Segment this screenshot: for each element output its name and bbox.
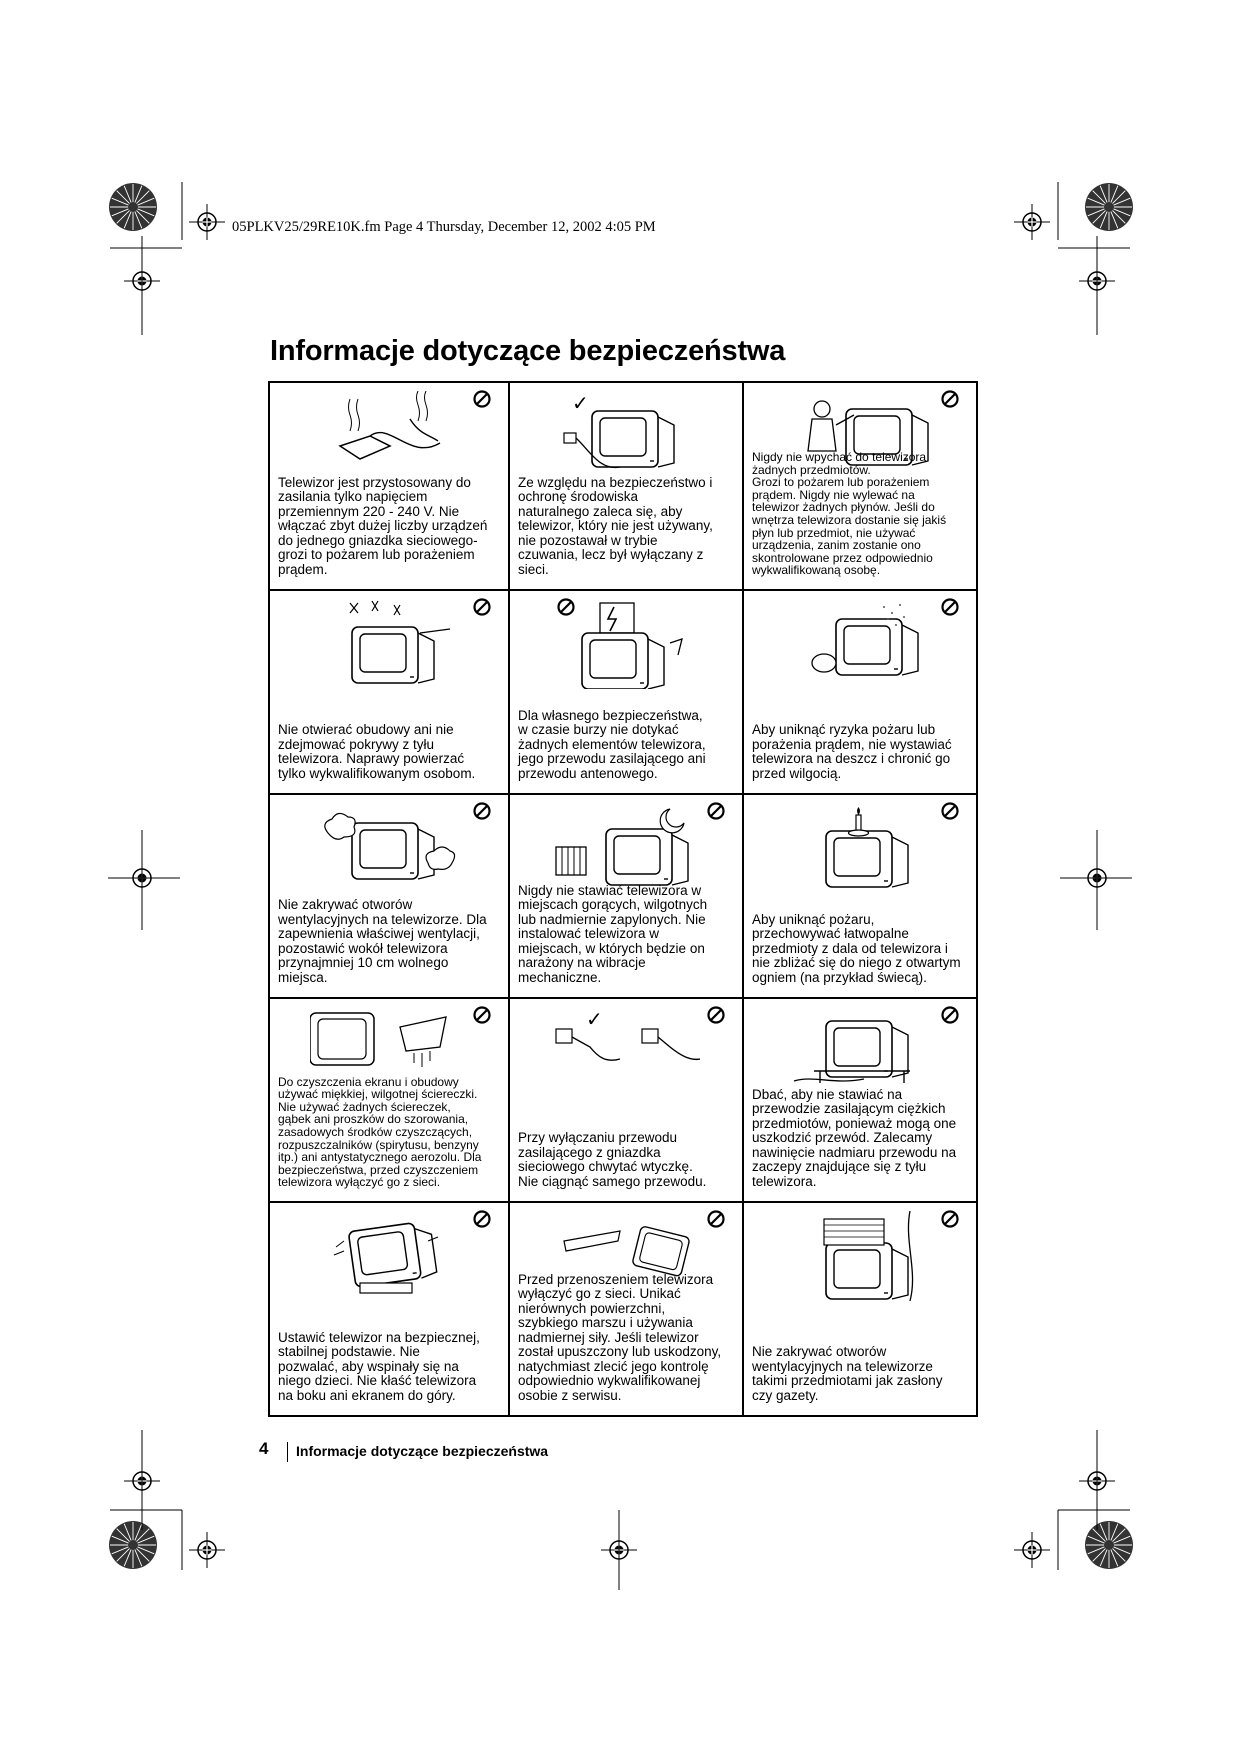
tv-candle-illustration bbox=[784, 803, 934, 893]
safety-text: Ze względu na bezpieczeństwo i ochronę środowiska naturalnego zaleca się, aby telewizor, który nie jest używany, nie pozostawał w trybie czuwania, lecz był wyłączany z sieci. bbox=[518, 474, 713, 577]
prohibited-icon bbox=[706, 1005, 726, 1025]
checkmark-icon: ✓ bbox=[572, 393, 589, 415]
safety-cell-standby bbox=[510, 383, 744, 591]
safety-text: Ustawić telewizor na bezpiecznej, stabilnej podstawie. Nie pozwalać, aby wspinały się na niego dzieci. Nie kłaść telewizora na boku ani ekranem do góry. bbox=[278, 1329, 480, 1403]
safety-cell-unplug-grip bbox=[510, 999, 744, 1203]
page-number: 4 bbox=[259, 1439, 269, 1458]
prohibited-icon bbox=[472, 389, 492, 409]
safety-cell-cover-vents bbox=[744, 1203, 976, 1415]
prohibited-icon bbox=[556, 597, 576, 617]
safety-text: Przy wyłączaniu przewodu zasilającego z gniazdka sieciowego chwytać wtyczkę. Nie ciągnąć samego przewodu. bbox=[518, 1130, 707, 1189]
prohibited-icon bbox=[706, 1209, 726, 1229]
safety-text: Dbać, aby nie stawiać na przewodzie zasilającym ciężkich przedmiotów, ponieważ mogą one uszkodzić przewód. Zalecamy nawinięcie nadmiaru przewodu na zaczepy znajdujące się z tyłu telewizora. bbox=[752, 1086, 957, 1189]
safety-text: Nigdy nie wpychać do telewizora żadnych przedmiotów. Grozi to pożarem lub porażeniem prądem. Nigdy nie wylewać na telewizor żadnych płynów. Jeśli do wnętrza telewizora dostanie się jakiś płyn lub przedmiot, nie używać urządzenia, zanim zostanie ono skontrolowane przez odpowiednio wykwalifikowaną osobę. bbox=[752, 450, 947, 578]
prohibited-icon bbox=[472, 1209, 492, 1229]
safety-text: Nie otwierać obudowy ani nie zdejmować pokrywy z tyłu telewizora. Naprawy powierzać tylko wykwalifikowanym osobom. bbox=[278, 722, 476, 781]
print-file-header: 05PLKV25/29RE10K.fm Page 4 Thursday, December 12, 2002 4:05 PM bbox=[232, 219, 656, 235]
footer-divider bbox=[287, 1442, 288, 1462]
tv-ventilation-illustration bbox=[310, 803, 460, 893]
tv-heat-illustration bbox=[550, 803, 700, 893]
prohibited-icon bbox=[472, 801, 492, 821]
safety-cell-rain-moisture bbox=[744, 591, 976, 795]
safety-text: Nie zakrywać otworów wentylacyjnych na telewizorze takimi przedmiotami jak zasłony czy gazety. bbox=[752, 1344, 943, 1403]
safety-text: Nigdy nie stawiać telewizora w miejscach gorących, wilgotnych lub nadmiernie zapylonych. Nie instalować telewizora w miejscach, w których będzie on narażony na wibracje mechaniczne. bbox=[518, 882, 708, 985]
tv-unstable-illustration bbox=[310, 1211, 460, 1301]
safety-cell-stable-base bbox=[270, 1203, 510, 1415]
safety-text: Przed przenoszeniem telewizora wyłączyć go z sieci. Unikać nierównych powierzchni, szybkiego marszu i używania nadmiernej siły. Jeśli telewizor został upuszczony lub uskodzony, natychmiast zlecić jego kontrolę odpowiednio wykwalifikowanej osobie z serwisu. bbox=[518, 1271, 722, 1403]
safety-cell-storm bbox=[510, 591, 744, 795]
safety-text: Aby uniknąć pożaru, przechowywać łatwopalne przedmioty z dala od telewizora i nie zbliżać się do niego z otwartym ogniem (na przykład świecą). bbox=[752, 911, 961, 985]
safety-text: Nie zakrywać otworów wentylacyjnych na telewizorze. Dla zapewnienia właściwej wentylacji, pozostawić wokół telewizora przynajmniej 10 cm wolnego miejsca. bbox=[278, 897, 487, 985]
prohibited-icon bbox=[940, 801, 960, 821]
safety-cell-flammable bbox=[744, 795, 976, 999]
checkmark-icon: ✓ bbox=[586, 1009, 603, 1031]
safety-text: Aby uniknąć ryzyka pożaru lub porażenia prądem, nie wystawiać telewizora na deszcz i chronić go przed wilgocią. bbox=[752, 722, 952, 781]
prohibited-icon bbox=[940, 1209, 960, 1229]
prohibited-icon bbox=[472, 1005, 492, 1025]
page-title: Informacje dotyczące bezpieczeństwa bbox=[270, 335, 786, 367]
unplug-grip-illustration bbox=[550, 1007, 700, 1097]
safety-cell-power-cord bbox=[744, 999, 976, 1203]
safety-cell-heat-dust bbox=[510, 795, 744, 999]
tv-open-casing-illustration bbox=[310, 599, 460, 689]
safety-cell-open-casing bbox=[270, 591, 510, 795]
prohibited-icon bbox=[706, 801, 726, 821]
prohibited-icon bbox=[940, 389, 960, 409]
tv-covered-illustration bbox=[784, 1211, 934, 1301]
tv-on-cord-illustration bbox=[784, 1007, 934, 1097]
power-strip-overload-illustration bbox=[310, 391, 460, 481]
safety-text: Dla własnego bezpieczeństwa, w czasie burzy nie dotykać żadnych elementów telewizora, jego przewodu zasilającego ani przewodu antenowego. bbox=[518, 707, 706, 781]
tv-rain-illustration bbox=[784, 599, 934, 689]
prohibited-icon bbox=[472, 597, 492, 617]
safety-info-grid bbox=[268, 381, 978, 1417]
safety-cell-ventilation-space bbox=[270, 795, 510, 999]
safety-text: Telewizor jest przystosowany do zasilania tylko napięciem przemiennym 220 - 240 V. Nie włączać zbyt dużej liczby urządzeń do jednego gniazdka sieciowego- grozi to pożarem lub porażeniem prądem. bbox=[278, 474, 488, 577]
safety-text: Do czyszczenia ekranu i obudowy używać miękkiej, wilgotnej ściereczki. Nie używać żadnych ściereczek, gąbek ani proszków do szorowania, zasadowych środków czyszczących, rozpuszczalników (spirytusu, benzyny itp.) ani antystatycznego aerozolu. Dla bezpieczeństwa, przed czyszczeniem telewizora wyłączyć go z sieci. bbox=[278, 1074, 482, 1190]
safety-cell-moving bbox=[510, 1203, 744, 1415]
safety-cell-objects-liquids bbox=[744, 383, 976, 591]
footer-section-title: Informacje dotyczące bezpieczeństwa bbox=[296, 1443, 549, 1459]
prohibited-icon bbox=[940, 1005, 960, 1025]
safety-cell-power-supply bbox=[270, 383, 510, 591]
safety-cell-cleaning bbox=[270, 999, 510, 1203]
prohibited-icon bbox=[940, 597, 960, 617]
